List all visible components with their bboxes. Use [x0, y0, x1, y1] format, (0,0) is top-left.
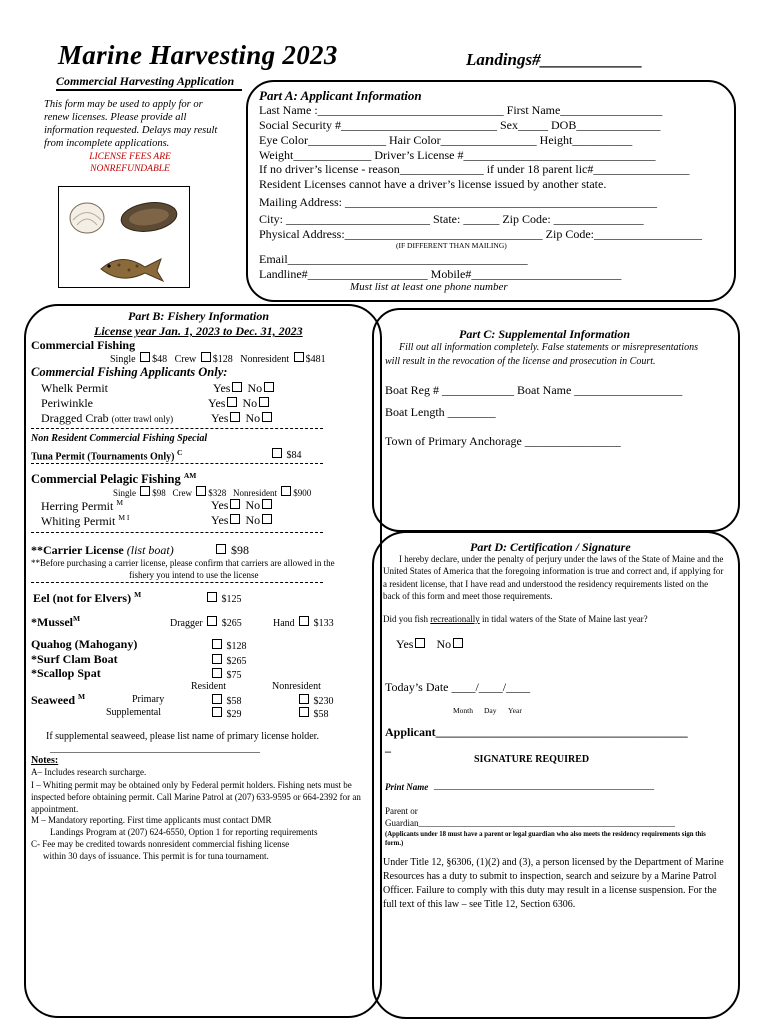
carrier-text: **Carrier License — [31, 543, 124, 557]
eel-fee — [205, 592, 242, 605]
periwinkle-label: Periwinkle — [41, 396, 93, 410]
pel-nonres-fee: $900 — [293, 488, 312, 498]
fees-line-2: NONREFUNDABLE — [90, 164, 170, 174]
dragged-crab-note: (otter trawl only) — [111, 414, 174, 424]
license-year: License year Jan. 1, 2023 to Dec. 31, 2023 — [94, 324, 303, 338]
recreational-yes-no — [396, 637, 465, 652]
anchorage-line[interactable]: Town of Primary Anchorage ________________ — [385, 434, 621, 448]
date-day-label: Day — [484, 706, 497, 715]
surf-clam-label: *Surf Clam Boat — [31, 652, 118, 666]
periwinkle-no-checkbox[interactable] — [259, 397, 269, 407]
todays-date-line[interactable]: Today’s Date ____/____/____ — [385, 680, 531, 694]
tuna-checkbox[interactable] — [272, 448, 282, 458]
form-subtitle: Commercial Harvesting Application — [56, 74, 235, 88]
surf-clam-checkbox[interactable] — [212, 654, 222, 664]
rec-no-checkbox[interactable] — [453, 638, 463, 648]
dragged-crab-text: Dragged Crab — [41, 411, 109, 425]
divider — [31, 532, 323, 533]
no-label: No — [245, 411, 261, 425]
periwinkle-yes-no — [208, 396, 271, 411]
phone-note: Must list at least one phone number — [350, 281, 508, 293]
pelagic-fees — [113, 486, 311, 498]
scallop-checkbox[interactable] — [212, 668, 222, 678]
resident-header: Resident — [191, 681, 226, 692]
name-line[interactable]: Last Name :_______________________________ First Name_________________ — [259, 103, 663, 117]
herring-text: Herring Permit — [41, 499, 114, 513]
pel-nonres-checkbox[interactable] — [281, 486, 291, 496]
applicant-signature-line[interactable]: Applicant__________________________________________ — [385, 725, 688, 739]
email-line[interactable]: Email________________________________________ — [259, 252, 528, 266]
sw-primary-nonres-checkbox[interactable] — [299, 694, 309, 704]
boat-reg-line[interactable]: Boat Reg # ____________ Boat Name __________________ — [385, 383, 683, 397]
rec-q-1: Did you fish — [383, 614, 431, 624]
pel-single-fee: $98 — [152, 488, 166, 498]
print-name-line[interactable]: ____________________________________________ — [434, 780, 654, 791]
dragged-crab-yes-checkbox[interactable] — [230, 412, 240, 422]
quahog-fee — [210, 639, 247, 652]
rec-q-2: recreationally — [430, 614, 480, 624]
whiting-superscript: M I — [118, 513, 130, 522]
date-month-label: Month — [453, 706, 474, 715]
scallop-label: *Scallop Spat — [31, 666, 101, 680]
recreational-question — [383, 614, 648, 624]
no-label: No — [245, 513, 261, 527]
intro-text: This form may be used to apply for or renew licenses. Please provide all information requested. Delays may result from incomplete applications. — [44, 99, 218, 149]
sw-primary-nonres-fee: $230 — [313, 696, 334, 707]
nonresident-header: Nonresident — [272, 681, 321, 692]
cf-crew-fee: $128 — [212, 354, 233, 365]
pelagic-heading — [31, 471, 196, 487]
carrier-checkbox[interactable] — [216, 544, 226, 554]
yes-label: Yes — [213, 381, 231, 395]
periwinkle-yes-checkbox[interactable] — [227, 397, 237, 407]
mailing-address-line[interactable]: Mailing Address: ____________________________________________________ — [259, 195, 657, 209]
mussel-text: *Mussel — [31, 615, 73, 629]
whelk-no-checkbox[interactable] — [264, 382, 274, 392]
sw-primary-res — [210, 694, 242, 707]
yes-label: Yes — [211, 513, 229, 527]
surf-clam-fee — [210, 654, 247, 667]
whiting-label — [41, 513, 129, 529]
cf-single-label: Single — [110, 354, 136, 365]
yes-label: Yes — [396, 637, 414, 651]
physical-address-line[interactable]: Physical Address:_________________________________ Zip Code:__________________ — [259, 227, 702, 241]
sw-supp-nonres-fee: $58 — [313, 709, 329, 720]
no-label: No — [247, 381, 263, 395]
yes-label: Yes — [211, 498, 229, 512]
notes-label: Notes: — [31, 755, 59, 766]
resident-license-note: Resident Licenses cannot have a driver’s license issued by another state. — [259, 177, 607, 191]
note-i: I – Whiting permit may be obtained only by Federal permit holders. Fishing nets must be inspected before obtaining permit. Call Marine Patrol at (207) 633-9595 or 664-2392 for an appointment. — [31, 780, 361, 814]
whelk-label: Whelk Permit — [41, 381, 108, 395]
carrier-warning-1: **Before purchasing a carrier license, please confirm that carriers are allowed in the — [31, 558, 335, 568]
title12-notice: Under Title 12, §6306, (1)(2) and (3), a person licensed by the Department of Marine Resources has a duty to submit to inspection, search and seizure by a Marine Patrol Officer. Failure to comply with this duty may result in a license suspension. For the full text of this law – see Title 12, Section 6306. — [383, 857, 724, 910]
yes-label: Yes — [211, 411, 229, 425]
seaweed-text: Seaweed — [31, 693, 75, 707]
ssn-line[interactable]: Social Security #__________________________ Sex_____ DOB______________ — [259, 118, 661, 132]
herring-superscript: M — [116, 498, 123, 507]
boat-length-line[interactable]: Boat Length ________ — [385, 405, 496, 419]
herring-yes-checkbox[interactable] — [230, 499, 240, 509]
mussel-superscript: M — [73, 614, 81, 623]
seaweed-primary-label: Primary — [132, 694, 165, 705]
whiting-no-checkbox[interactable] — [262, 514, 272, 524]
weight-license-line[interactable]: Weight_____________ Driver’s License #________________________________ — [259, 148, 656, 162]
mussel-hand-fee — [273, 616, 334, 629]
sw-supp-res-fee: $29 — [226, 709, 242, 720]
eel-checkbox[interactable] — [207, 592, 217, 602]
tuna-text: Tuna Permit (Tournaments Only) — [31, 451, 175, 463]
mussel-label — [31, 614, 80, 630]
fees-line-1: LICENSE FEES ARE — [89, 152, 171, 162]
eel-label — [33, 590, 141, 606]
seafood-illustration — [58, 186, 190, 288]
pel-nonres-label: Nonresident — [233, 488, 278, 498]
cf-crew-label: Crew — [174, 354, 197, 365]
whelk-yes-no — [213, 381, 276, 396]
part-b-heading: Part B: Fishery Information — [128, 309, 270, 323]
dragger-checkbox[interactable] — [207, 616, 217, 626]
sw-supp-res — [210, 707, 242, 720]
sw-primary-res-fee: $58 — [226, 696, 242, 707]
cf-nonres-fee: $481 — [305, 354, 326, 365]
scallop-fee-text: $75 — [226, 670, 242, 681]
quahog-label: Quahog (Mahogany) — [31, 637, 138, 651]
parent-label: Parent or — [385, 806, 418, 816]
herring-no-checkbox[interactable] — [262, 499, 272, 509]
pel-crew-checkbox[interactable] — [196, 486, 206, 496]
primary-holder-line[interactable]: __________________________________________ — [50, 743, 260, 754]
signature-required: SIGNATURE REQUIRED — [474, 754, 590, 765]
hand-fee: $133 — [313, 618, 334, 629]
date-year-label: Year — [508, 706, 522, 715]
pelagic-text: Commercial Pelagic Fishing — [31, 472, 181, 487]
dragged-crab-no-checkbox[interactable] — [262, 412, 272, 422]
part-d-heading: Part D: Certification / Signature — [470, 540, 631, 554]
surf-clam-fee-text: $265 — [226, 656, 247, 667]
tuna-superscript: C — [176, 448, 183, 457]
print-name-label: Print Name — [385, 782, 429, 792]
no-label: No — [242, 396, 258, 410]
seaweed-label — [31, 692, 85, 708]
guardian-note: (Applicants under 18 must have a parent or legal guardian who also meets the residency requirements sign this form.) — [385, 831, 706, 847]
note-c-2: within 30 days of issuance. This permit is for tuna tournament. — [43, 851, 269, 861]
quahog-fee-text: $128 — [226, 641, 247, 652]
whiting-text: Whiting Permit — [41, 514, 116, 528]
note-c: C- Fee may be credited towards nonresident commercial fishing license — [31, 839, 290, 849]
carrier-warning-2: fishery you intend to use the license — [129, 570, 259, 580]
no-license-reason-line[interactable]: If no driver’s license - reason______________ if under 18 parent lic#________________ — [259, 162, 690, 176]
eye-hair-height-line[interactable]: Eye Color_____________ Hair Color________________ Height__________ — [259, 133, 633, 147]
commercial-fishing-heading: Commercial Fishing — [31, 338, 136, 352]
seaweed-note: If supplemental seaweed, please list name of primary license holder. — [46, 731, 319, 742]
no-label: No — [245, 498, 261, 512]
sw-supp-nonres-checkbox[interactable] — [299, 707, 309, 717]
physical-address-note: (IF DIFFERENT THAN MAILING) — [396, 241, 507, 250]
pel-single-checkbox[interactable] — [140, 486, 150, 496]
mussel-dragger-fee — [170, 616, 242, 629]
dragger-fee: $265 — [221, 618, 242, 629]
whiting-yes-no — [211, 513, 274, 528]
note-a: A– Includes research surcharge. — [31, 767, 147, 777]
part-a-heading: Part A: Applicant Information — [259, 88, 422, 103]
part-c-heading: Part C: Supplemental Information — [459, 327, 631, 341]
divider — [31, 582, 323, 583]
carrier-fee — [214, 543, 249, 558]
tuna-fee — [270, 448, 302, 461]
tuna-permit-label — [31, 448, 182, 462]
cf-single-fee: $48 — [152, 354, 168, 365]
dragged-crab-yes-no — [211, 411, 274, 426]
pel-crew-fee: $328 — [208, 488, 227, 498]
eel-fee-text: $125 — [221, 594, 242, 605]
eel-text: Eel (not for Elvers) — [33, 591, 132, 605]
landings-number: Landings#____________ — [466, 50, 643, 69]
applicant-line-tail: _ — [385, 740, 391, 754]
dragged-crab-label — [41, 411, 173, 426]
tuna-fee-text: $84 — [286, 450, 302, 461]
sw-primary-nonres — [297, 694, 334, 707]
sw-supp-res-checkbox[interactable] — [212, 707, 222, 717]
subtitle-rule — [56, 89, 242, 91]
part-d-box — [372, 531, 740, 1019]
pel-crew-label: Crew — [172, 488, 193, 498]
whelk-yes-checkbox[interactable] — [232, 382, 242, 392]
certification-text: I hereby declare, under the penalty of perjury under the laws of the State of Maine and the United States of America that the foregoing information is true and correct and, if applying for a resident license, that I have read and understood the residency requirements listed on the back of this form and meet those requirements. — [383, 554, 724, 601]
fees-notice — [60, 151, 200, 175]
pelagic-superscript: AM — [183, 471, 197, 480]
city-state-zip-line[interactable]: City: ________________________ State: ______ Zip Code: _______________ — [259, 212, 644, 226]
part-c-warning: Fill out all information completely. False statements or misrepresentations will result in the revocation of the license and prosecution in Court. — [385, 342, 698, 367]
cf-single-checkbox[interactable] — [140, 352, 150, 362]
carrier-note: (list boat) — [126, 543, 174, 557]
note-m: M – Mandatory reporting. First time applicants must contact DMR — [31, 815, 272, 825]
herring-label — [41, 498, 123, 514]
cf-nonres-label: Nonresident — [240, 354, 290, 365]
rec-q-3: in tidal waters of the State of Maine last year? — [479, 614, 648, 624]
seaweed-supplemental-label: Supplemental — [106, 707, 161, 718]
pel-single-label: Single — [113, 488, 137, 498]
cf-crew-checkbox[interactable] — [201, 352, 211, 362]
whiting-yes-checkbox[interactable] — [230, 514, 240, 524]
herring-yes-no — [211, 498, 274, 513]
quahog-checkbox[interactable] — [212, 639, 222, 649]
hand-checkbox[interactable] — [299, 616, 309, 626]
seaweed-superscript: M — [78, 692, 86, 701]
shellfish-and-fish-icon — [59, 187, 189, 287]
guardian-line[interactable]: Guardian_________________________________________________________ — [385, 818, 675, 828]
note-m-2: Landings Program at (207) 624-6550, Option 1 for reporting requirements — [50, 827, 318, 837]
cf-applicants-heading: Commercial Fishing Applicants Only: — [31, 365, 228, 379]
carrier-fee-text: $98 — [231, 543, 249, 557]
divider — [31, 428, 323, 429]
yes-label: Yes — [208, 396, 226, 410]
sw-supp-nonres — [297, 707, 329, 720]
eel-superscript: M — [134, 590, 142, 599]
commercial-fishing-fees — [110, 352, 326, 365]
scallop-fee — [210, 668, 242, 681]
cf-nonres-checkbox[interactable] — [294, 352, 304, 362]
hand-label: Hand — [273, 618, 295, 629]
sw-primary-res-checkbox[interactable] — [212, 694, 222, 704]
form-title: Marine Harvesting 2023 — [58, 40, 338, 70]
nonres-special-heading: Non Resident Commercial Fishing Special — [31, 433, 208, 444]
divider — [31, 463, 323, 464]
dragger-label: Dragger — [170, 618, 203, 629]
no-label: No — [436, 637, 452, 651]
carrier-license-label — [31, 543, 174, 558]
phone-line[interactable]: Landline#____________________ Mobile#_________________________ — [259, 267, 622, 281]
rec-yes-checkbox[interactable] — [415, 638, 425, 648]
